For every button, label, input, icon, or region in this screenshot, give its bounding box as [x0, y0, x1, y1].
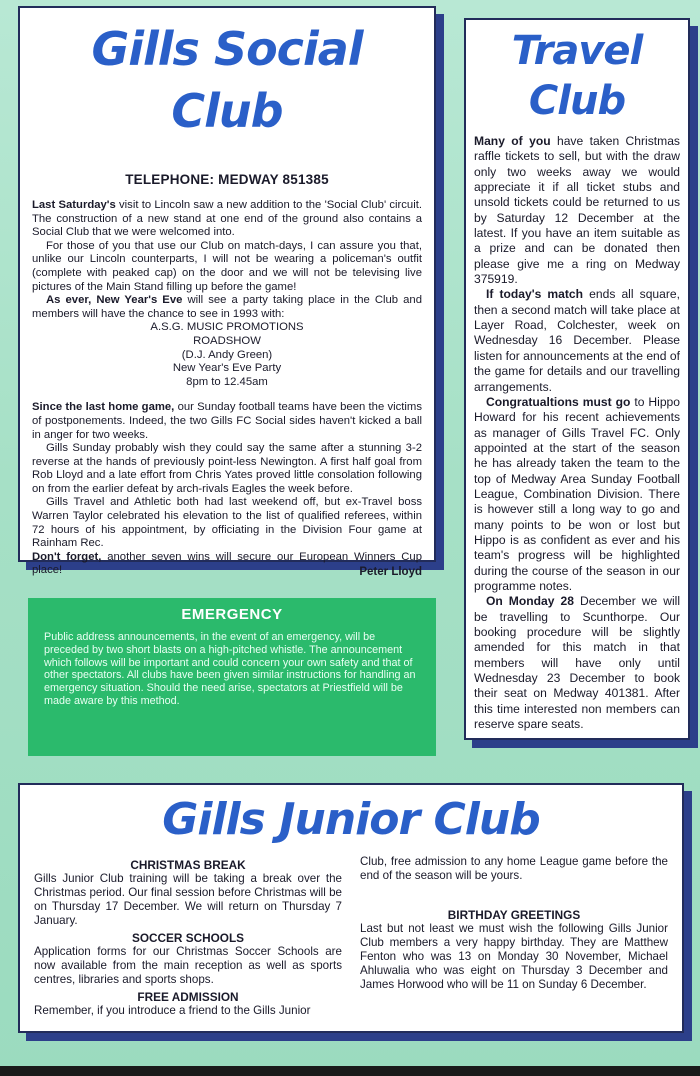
junior-club-title: Gills Junior Club — [162, 794, 540, 845]
junior-club-right-column — [360, 855, 668, 1018]
event-line: New Year's Eve Party — [172, 362, 282, 375]
lead-text: Many of you — [474, 134, 551, 148]
page-bottom-edge — [0, 1066, 700, 1076]
section-text: Club, free admission to any home League game before the end of the season will be yours. — [360, 855, 668, 882]
emergency-heading: EMERGENCY — [181, 606, 283, 623]
emergency-panel — [28, 598, 436, 756]
body-text: visit to Lincoln saw a new addition to the 'Social Club' circuit. The construction of a new stand at one end of the ground also contains a Social Club that we were welcomed into. — [32, 199, 422, 239]
event-line: (D.J. Andy Green) — [181, 348, 273, 361]
travel-club-panel — [464, 18, 690, 740]
junior-club-columns — [34, 855, 668, 1018]
lead-text: Since the last home game, — [32, 401, 175, 414]
travel-club-paragraph — [474, 134, 680, 287]
lead-text: Last Saturday's — [32, 199, 116, 211]
social-club-paragraph — [32, 294, 422, 321]
section-heading: CHRISTMAS BREAK — [130, 858, 246, 872]
body-text: to Hippo Howard for his recent achievements as manager of Gills Travel FC. Only appointed at the start of the season he has already taken the team to the top of Medway Area Sunday Football League, Combination Division. There is however still a long way to go and many points to be won or lost but Hippo is as confident as ever and his team's progress will be highlighted during the course of the season in our programme notes. — [474, 394, 681, 593]
social-club-paragraph — [32, 401, 422, 442]
section-heading: FREE ADMISSION — [137, 990, 239, 1004]
travel-club-title: Travel Club — [511, 28, 643, 124]
body-text: have taken Christmas raffle tickets to sell, but with the draw only two weeks away we would appreciate it if all ticket stubs and unsold tickets could be returned to us by Saturday 12 December at the latest. If you have an item suitable as a prize and can be donated then please give me a ring on Medway 375919. — [474, 134, 680, 287]
event-line: 8pm to 12.45am — [186, 375, 268, 388]
lead-text: As ever, New Year's Eve — [46, 294, 183, 307]
social-club-telephone: TELEPHONE: MEDWAY 851385 — [125, 172, 329, 187]
junior-club-left-column — [34, 855, 342, 1018]
section-heading: SOCCER SCHOOLS — [131, 931, 245, 945]
section-text: Application forms for our Christmas Soccer Schools are now available from the main reception as well as sports centres, libraries and sports shops. — [34, 945, 342, 986]
body-text: ends all square, then a second match will take place at Layer Road, Colchester, week on Wednesday 16 December. Please listen for announcements at the end of the game for details and our travelling arrangements. — [474, 287, 680, 394]
lead-text: Congratualtions must go — [486, 394, 631, 409]
signature: Peter Lloyd — [359, 566, 422, 579]
travel-club-paragraph — [474, 395, 680, 594]
event-details — [32, 321, 422, 389]
event-line: A.S.G. MUSIC PROMOTIONS — [150, 321, 304, 334]
body-text: December we will be travelling to Scunthorpe. Our booking procedure will be slightly amended for this match in that members will have only until Wednesday 23 December to book their seat on Medway 401381. After this time interested non members can reserve spare seats. — [474, 594, 681, 732]
social-club-paragraph: For those of you that use our Club on match-days, I can assure you that, unlike our Lincoln counterparts, I will not be wearing a policeman's outfit (complete with peaked cap) on the door and we will not be televising live pictures of the Main Stand filling up before the game! — [32, 239, 422, 293]
body-text: will see a party taking place in the Club and members will have the chance to see in 1993 with: — [32, 294, 422, 320]
emergency-text: Public address announcements, in the event of an emergency, will be preceded by two short blasts on a high-pitched whistle. The announcement which follows will be important and could concern your own safety and that of other spectators. All clubs have been given similar instructions for handling an emergency situation. Should the need arise, spectators at Priestfield will be made aware by this method. — [44, 631, 416, 707]
lead-text: On Monday 28 — [486, 594, 574, 609]
social-club-paragraph: Gills Sunday probably wish they could say the same after a stunning 3-2 reverse at the hands of previously point-less Newington. A first half goal from Rob Lloyd and a late effort from Chris Yates proved little consolation following on from the earlier defeat by arch-rivals Eagles the week before. — [32, 442, 422, 495]
event-line: ROADSHOW — [193, 334, 261, 347]
lead-text: If today's match — [486, 287, 584, 302]
section-text: Last but not least we must wish the following Gills Junior Club members a very happy birthday. They are Matthew Fenton who was 13 on Monday 30 November, Michael Ahluwalia who was eight on Thursday 3 December and James Horwood who will be 11 on Sunday 6 December. — [360, 922, 668, 991]
section-text: Remember, if you introduce a friend to the Gills Junior — [34, 1004, 311, 1017]
section-text: Gills Junior Club training will be taking a break over the Christmas period. Our final session before Christmas will be on Thursday 17 December. We will return on Thursday 7 January. — [34, 872, 342, 927]
social-club-panel — [18, 6, 436, 579]
body-text: our Sunday football teams have been the victims of postponements. Indeed, the two Gills FC Social sides haven't kicked a ball in anger for two weeks. — [32, 401, 422, 441]
social-club-paragraph — [32, 199, 422, 240]
social-club-paragraph: Gills Travel and Athletic both had last weekend off, but ex-Travel boss Warren Taylor celebrated his elevation to the list of qualified referees, within 72 hours of his appointment, by officiating in the Division Four game at Rainham Rec. — [32, 496, 422, 550]
social-club-title: Gills Social Club — [91, 22, 363, 138]
body-text: another seven wins will secure our European Winners Cup place! — [32, 550, 422, 577]
junior-club-panel — [18, 783, 684, 1033]
travel-club-paragraph — [474, 287, 680, 394]
section-heading: BIRTHDAY GREETINGS — [447, 908, 581, 922]
travel-club-paragraph — [474, 594, 680, 732]
lead-text: Don't forget, — [32, 550, 102, 563]
